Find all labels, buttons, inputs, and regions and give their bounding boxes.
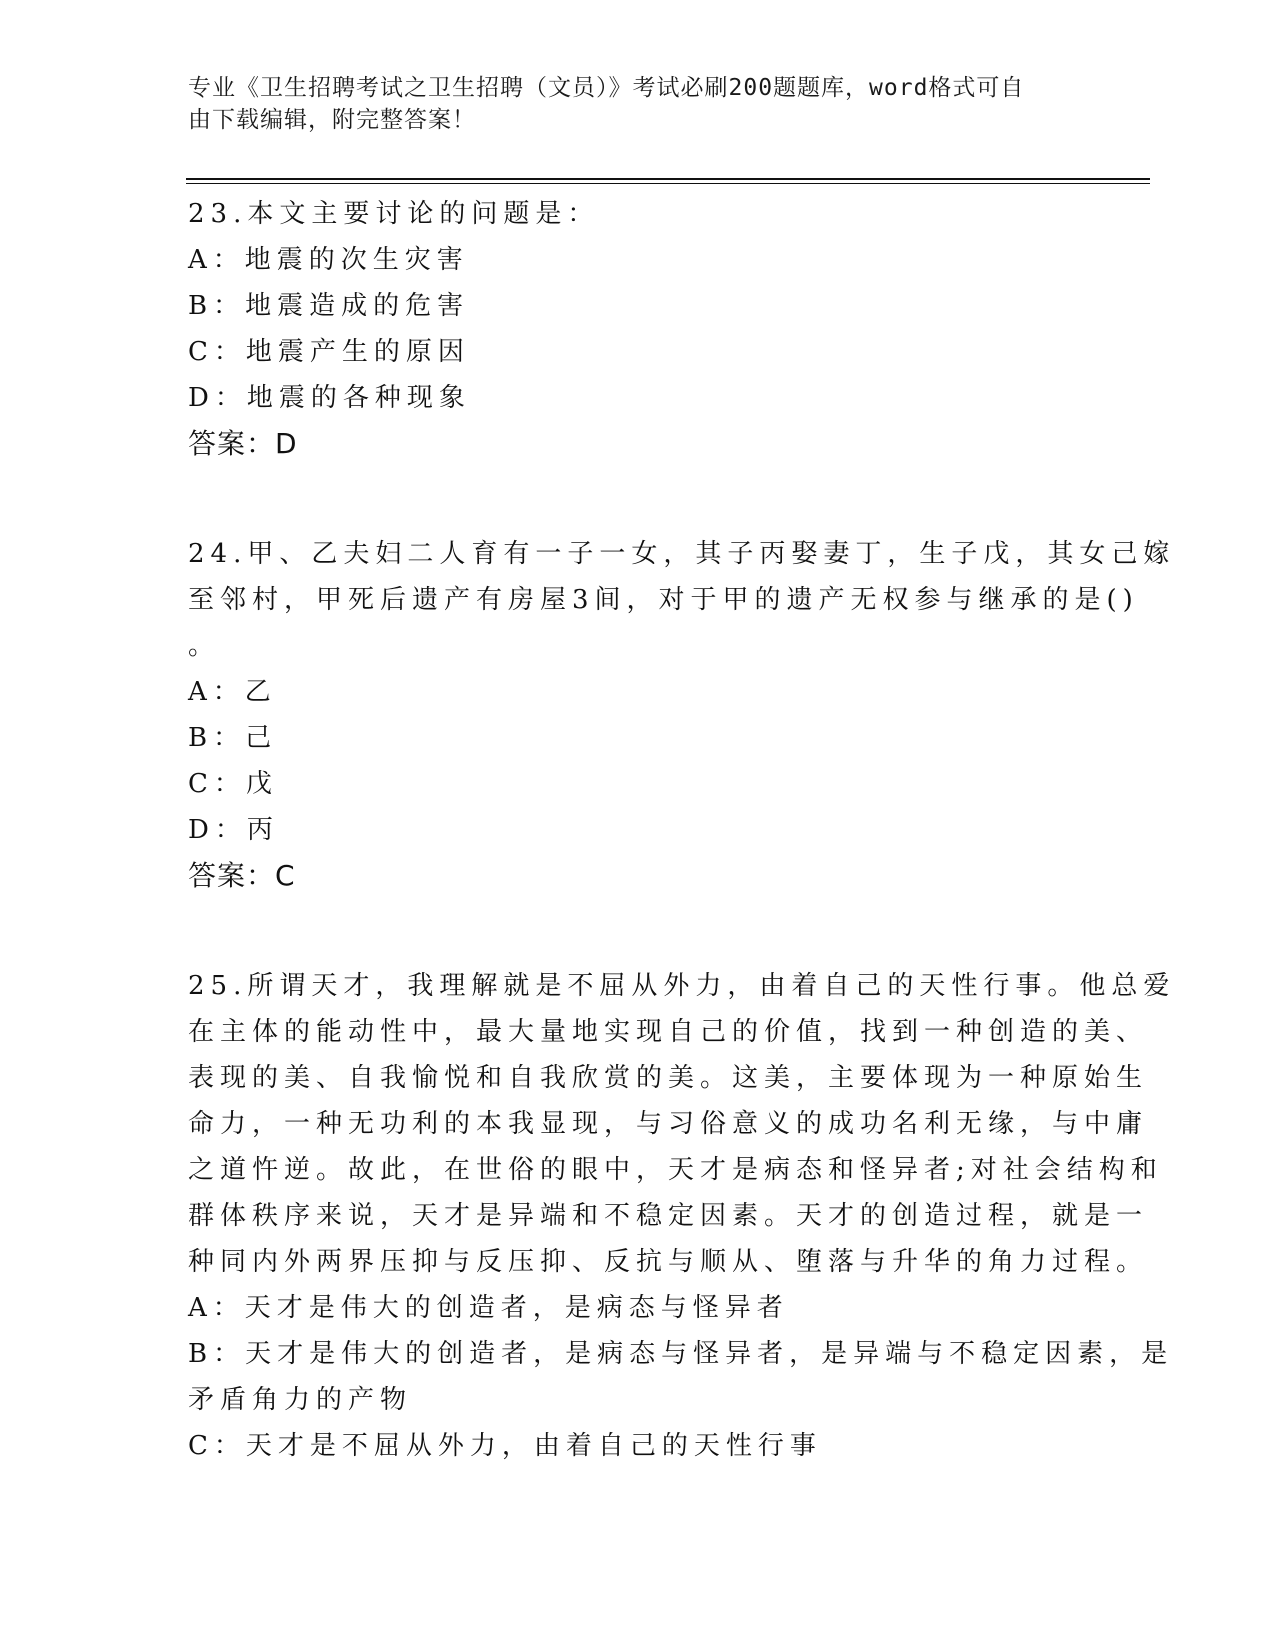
option-d: D：地震的各种现象 — [188, 383, 471, 413]
question-stem-continued: 种同内外两界压抑与反压抑、反抗与顺从、堕落与升华的角力过程。 — [188, 1247, 1149, 1277]
question-stem-continued: 在主体的能动性中，最大量地实现自己的价值，找到一种创造的美、 — [188, 1017, 1149, 1047]
answer-label: 答案：C — [188, 859, 296, 892]
question-stem: 23.本文主要讨论的问题是： — [188, 199, 600, 229]
question-item — [188, 531, 1176, 899]
question-list — [188, 191, 1176, 1469]
header-divider-thin — [186, 183, 1150, 184]
option-b: B：己 — [188, 723, 278, 753]
option-c: C：戊 — [188, 769, 278, 799]
question-spacer — [188, 899, 1080, 963]
question-stem-continued: 至邻村，甲死后遗产有房屋3间，对于甲的遗产无权参与继承的是() — [188, 585, 1139, 615]
option-c: C：天才是不屈从外力，由着自己的天性行事 — [188, 1431, 822, 1461]
option-c: C：地震产生的原因 — [188, 337, 470, 367]
question-item — [188, 963, 1176, 1469]
question-stem-continued: 之道忤逆。故此，在世俗的眼中，天才是病态和怪异者;对社会结构和 — [188, 1155, 1163, 1185]
option-d: D：丙 — [188, 815, 279, 845]
question-item — [188, 191, 1080, 467]
option-b: B：地震造成的危害 — [188, 291, 470, 321]
header-line-2: 由下载编辑，附完整答案！ — [188, 107, 476, 133]
option-b-continued: 矛盾角力的产物 — [188, 1385, 413, 1415]
answer-label: 答案：D — [188, 427, 298, 460]
question-stem-continued: 命力，一种无功利的本我显现，与习俗意义的成功名利无缘，与中庸 — [188, 1109, 1149, 1139]
option-a: A：乙 — [188, 677, 277, 707]
option-a: A：地震的次生灾害 — [188, 245, 469, 275]
option-a: A：天才是伟大的创造者，是病态与怪异者 — [188, 1293, 789, 1323]
question-stem-continued: 表现的美、自我愉悦和自我欣赏的美。这美，主要体现为一种原始生 — [188, 1063, 1149, 1093]
option-b: B：天才是伟大的创造者，是病态与怪异者，是异端与不稳定因素，是 — [188, 1339, 1174, 1369]
document-header — [188, 72, 1068, 136]
header-line-1: 专业《卫生招聘考试之卫生招聘（文员）》考试必刷200题题库，word格式可自 — [188, 75, 1025, 101]
question-stem: 25.所谓天才，我理解就是不屈从外力，由着自己的天性行事。他总爱 — [188, 971, 1176, 1001]
header-divider-thick — [186, 178, 1150, 180]
question-spacer — [188, 467, 1080, 531]
question-stem-continued: 。 — [188, 631, 221, 661]
question-stem-continued: 群体秩序来说，天才是异端和不稳定因素。天才的创造过程，就是一 — [188, 1201, 1149, 1231]
question-stem: 24.甲、乙夫妇二人育有一子一女，其子丙娶妻丁，生子戊，其女己嫁 — [188, 539, 1176, 569]
